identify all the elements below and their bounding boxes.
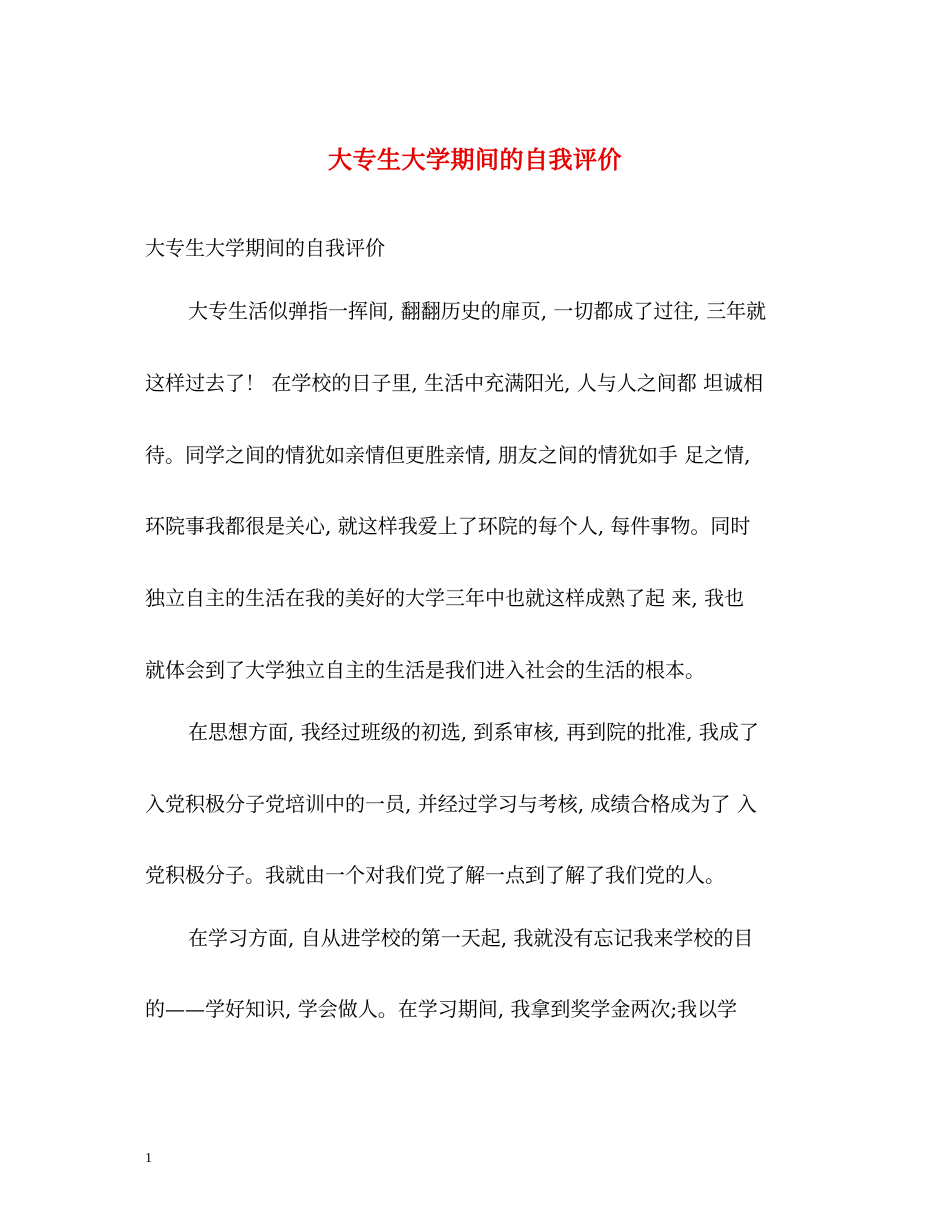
document-subtitle: 大专生大学期间的自我评价 <box>145 236 385 260</box>
paragraph-line: 这样过去了！ 在学校的日子里, 生活中充满阳光, 人与人之间都 坦诚相 <box>145 371 764 395</box>
paragraph-line: 大专生活似弹指一挥间, 翻翻历史的扉页, 一切都成了过往, 三年就 <box>188 299 767 323</box>
page-number: 1 <box>145 1151 152 1166</box>
paragraph-line: 入党积极分子党培训中的一员, 并经过学习与考核, 成绩合格成为了 入 <box>145 792 757 816</box>
paragraph-line: 就体会到了大学独立自主的生活是我们进入社会的生活的根本。 <box>145 658 705 682</box>
paragraph-line: 待。同学之间的情犹如亲情但更胜亲情, 朋友之间的情犹如手 足之情, <box>145 443 751 467</box>
paragraph-line: 独立自主的生活在我的美好的大学三年中也就这样成熟了起 来, 我也 <box>145 586 745 610</box>
paragraph-line: 在思想方面, 我经过班级的初选, 到系审核, 再到院的批准, 我成了 <box>188 720 759 744</box>
paragraph-line: 在学习方面, 自从进学校的第一天起, 我就没有忘记我来学校的目 <box>188 926 754 950</box>
document-title: 大专生大学期间的自我评价 <box>328 145 622 174</box>
paragraph-line: 的——学好知识, 学会做人。在学习期间, 我拿到奖学金两次;我以学 <box>145 997 738 1021</box>
paragraph-line: 党积极分子。我就由一个对我们党了解一点到了解了我们党的人。 <box>145 863 725 887</box>
paragraph-line: 环院事我都很是关心, 就这样我爱上了环院的每个人, 每件事物。同时 <box>145 514 751 538</box>
